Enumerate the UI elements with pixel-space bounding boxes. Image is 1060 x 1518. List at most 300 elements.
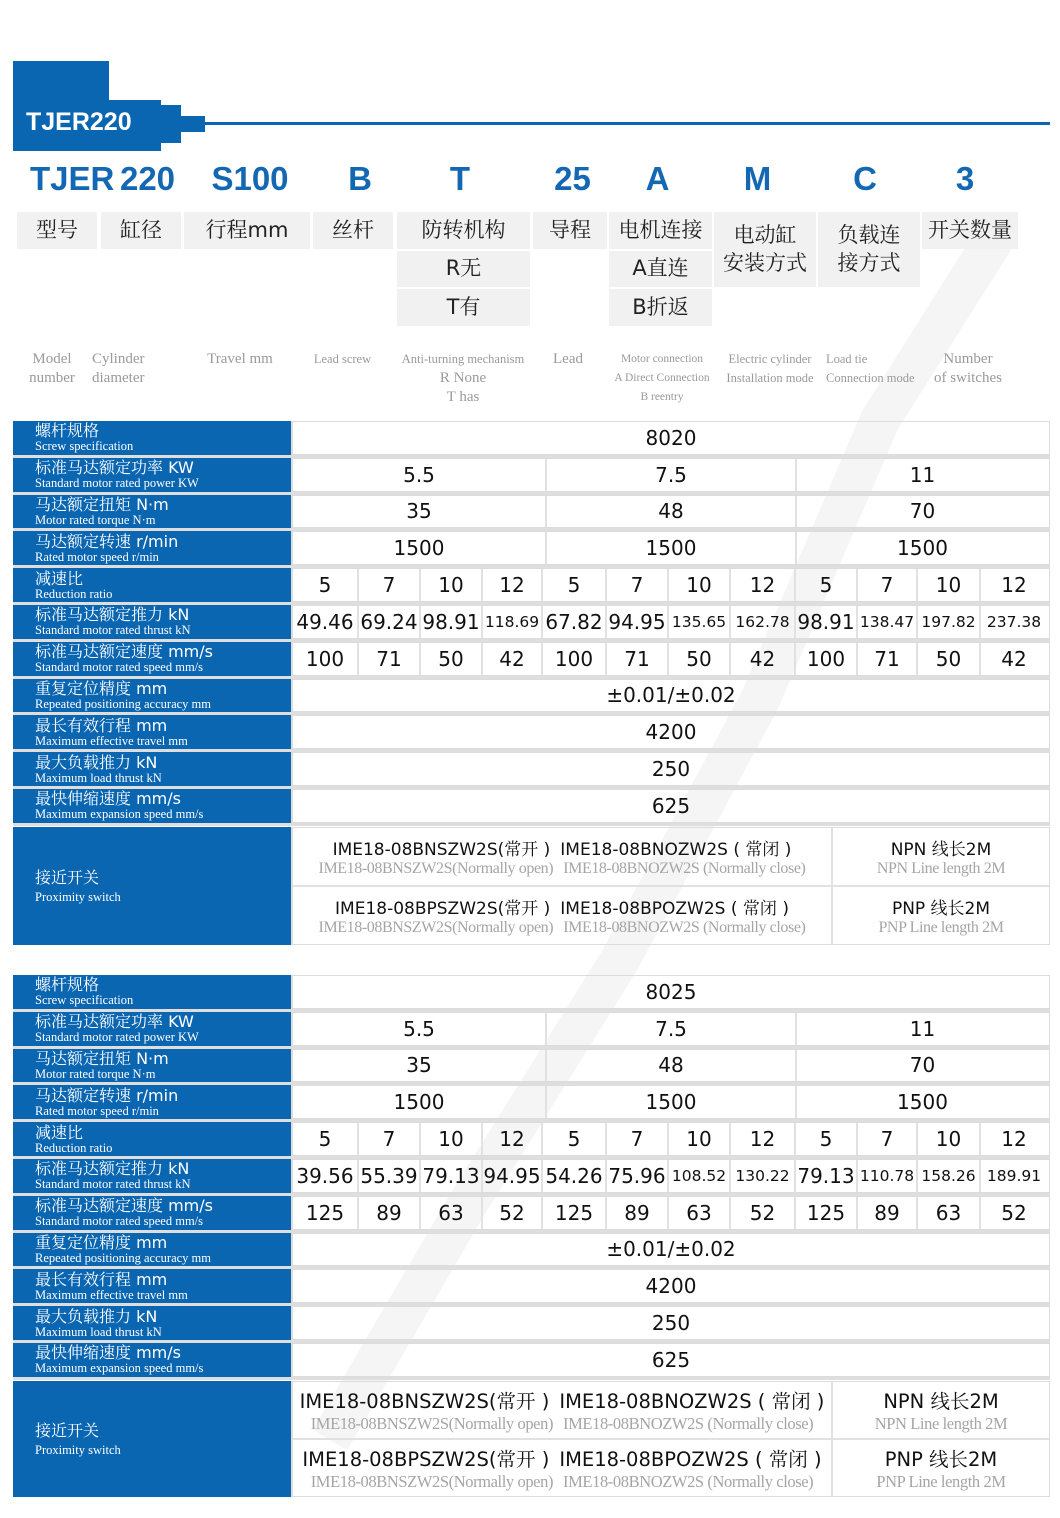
model-normally-closed-en: IME18-08BNOZW2S (Normally close) — [563, 918, 806, 936]
en-anti-turning-title: Anti-turning mechanism — [401, 352, 525, 366]
row-header-zh: 标准马达额定速度 mm/s — [35, 642, 213, 662]
model-normally-open: IME18-08BNSZW2S(常开 ) — [299, 1389, 550, 1413]
table-row-torque — [13, 1049, 1050, 1086]
row-header — [13, 531, 293, 565]
row-values — [293, 975, 1050, 1009]
table-row-thrust — [13, 1159, 1050, 1196]
row-header — [13, 458, 293, 492]
table-cell: 5 — [796, 1123, 858, 1155]
row-header-en: Repeated positioning accuracy mm — [35, 1250, 211, 1265]
row-header-zh: 减速比 — [35, 1122, 84, 1142]
table-row-proximity — [13, 1381, 1050, 1497]
row-values — [293, 531, 1050, 565]
row-header-en: Maximum load thrust kN — [35, 770, 162, 785]
model-normally-open: IME18-08BPSZW2S(常开 ) — [302, 1447, 550, 1471]
header-banner — [0, 0, 1060, 160]
wire-length: PNP 线长2M — [884, 1447, 998, 1471]
table-cell: 10 — [421, 569, 483, 601]
table-cell: 158.26 — [918, 1160, 981, 1192]
table-cell: 10 — [421, 1123, 483, 1155]
table-cell: 63 — [918, 1197, 981, 1229]
row-header-zh: 标准马达额定速度 mm/s — [35, 1196, 213, 1216]
proximity-model-zh — [300, 1386, 825, 1414]
table-cell: 125 — [543, 1197, 607, 1229]
label-model: 型号 — [17, 212, 97, 249]
table-cell: 1500 — [293, 532, 547, 564]
table-cell: 10 — [669, 1123, 731, 1155]
label-load-tie-line1: 负载连 — [837, 223, 901, 248]
row-header-en: Motor rated torque N·m — [35, 512, 156, 527]
table-cell: 70 — [909, 1053, 936, 1078]
row-header — [13, 1306, 293, 1340]
table-cell: 135.65 — [669, 606, 731, 638]
row-values — [293, 421, 1050, 455]
row-values — [293, 1343, 1050, 1377]
row-header-zh: 最快伸缩速度 mm/s — [35, 789, 181, 809]
model-normally-closed: IME18-08BPOZW2S ( 常闭 ) — [559, 1447, 822, 1471]
row-header — [13, 605, 293, 639]
row-header-en: Maximum load thrust kN — [35, 1324, 162, 1339]
table-row-rated_speed — [13, 1196, 1050, 1233]
table-cell: 138.47 — [858, 606, 918, 638]
table-cell: 625 — [651, 793, 691, 818]
table-cell: 35 — [293, 1050, 547, 1082]
row-values — [293, 1306, 1050, 1340]
label-install-mode — [714, 212, 816, 287]
row-header-zh: 马达额定转速 r/min — [35, 531, 179, 551]
row-header — [13, 1122, 293, 1156]
row-header-en: Screw specification — [35, 439, 134, 454]
table-cell: 1500 — [547, 1086, 797, 1118]
table-row-max_travel — [13, 1269, 1050, 1306]
model-normally-closed-en: IME18-08BNOZW2S (Normally close) — [563, 1413, 814, 1433]
table-cell: 98.91 — [796, 606, 858, 638]
row-header-zh: 最长有效行程 mm — [35, 1269, 168, 1289]
table-row-max_travel — [13, 715, 1050, 752]
row-values — [293, 1233, 1050, 1267]
proximity-model-en — [311, 1414, 814, 1434]
table-cell: 130.22 — [731, 1160, 796, 1192]
row-values — [293, 1049, 1050, 1083]
label-load-tie — [818, 212, 920, 287]
row-header-en: Standard motor rated power KW — [35, 1030, 199, 1045]
table-cell: 1500 — [897, 1090, 948, 1115]
en-install-mode — [718, 350, 822, 388]
row-values — [293, 1012, 1050, 1046]
row-values — [293, 715, 1050, 749]
table-cell: 42 — [1001, 646, 1027, 671]
table-cell: 98.91 — [421, 606, 483, 638]
row-header-en: Maximum effective travel mm — [35, 733, 188, 748]
model-normally-open: IME18-08BPSZW2S(常开 ) — [335, 898, 551, 919]
row-header — [13, 975, 293, 1009]
proximity-values — [293, 1381, 1050, 1497]
table-cell: 110.78 — [858, 1160, 918, 1192]
model-normally-closed: IME18-08BPOZW2S ( 常闭 ) — [560, 898, 789, 919]
table-cell: 48 — [547, 1050, 797, 1082]
proximity-model-en — [319, 860, 806, 878]
en-motor-connection-b: B reentry — [640, 391, 684, 403]
table-cell: 89 — [607, 1197, 669, 1229]
code-segment: 3 — [955, 160, 975, 197]
row-values — [293, 1196, 1050, 1230]
table-cell: 69.24 — [359, 606, 421, 638]
code-segment: S100 — [211, 160, 289, 197]
en-switches — [922, 350, 1014, 388]
table-row-power — [13, 458, 1050, 495]
table-cell: 70 — [909, 499, 936, 524]
table-row-thrust — [13, 605, 1050, 642]
row-header-en: Standard motor rated speed mm/s — [35, 660, 204, 675]
table-cell: 100 — [543, 643, 607, 675]
row-header-en: Rated motor speed r/min — [35, 1103, 159, 1118]
table-row-max_speed — [13, 1343, 1050, 1380]
proximity-values — [293, 827, 1050, 945]
table-cell: 12 — [483, 569, 543, 601]
label-lead-screw: 丝杆 — [313, 212, 393, 249]
row-header — [13, 789, 293, 823]
table-cell: 125 — [293, 1197, 359, 1229]
table-cell: 237.38 — [986, 612, 1042, 631]
row-header-zh: 最大负载推力 kN — [35, 1306, 158, 1326]
row-header — [13, 1159, 293, 1193]
table-cell: 7 — [607, 1123, 669, 1155]
table-cell: 7 — [359, 569, 421, 601]
table-cell: ±0.01/±0.02 — [606, 683, 736, 708]
table-cell: 5 — [796, 569, 858, 601]
table-cell: 5 — [543, 569, 607, 601]
row-values — [293, 458, 1050, 492]
table-cell: 7 — [858, 569, 918, 601]
en-lead: Lead — [553, 351, 583, 367]
en-anti-turning-t: T has — [446, 389, 480, 405]
table-cell: 89 — [858, 1197, 918, 1229]
proximity-wire — [833, 828, 1049, 885]
table-cell: 5 — [293, 1123, 359, 1155]
wire-length: PNP 线长2M — [891, 898, 991, 919]
banner-block — [181, 116, 205, 132]
row-header — [13, 1269, 293, 1303]
table-cell: 10 — [918, 569, 981, 601]
row-header-zh: 标准马达额定功率 KW — [35, 1012, 194, 1032]
row-header — [13, 1085, 293, 1119]
proximity-wire — [833, 1382, 1049, 1438]
label-motor-connection: 电机连接 — [609, 212, 712, 249]
code-segment: TJER — [30, 160, 115, 197]
table-cell: 49.46 — [293, 606, 359, 638]
code-segment: B — [348, 160, 372, 197]
proximity-wire — [833, 1440, 1049, 1496]
row-header-zh: 螺杆规格 — [35, 975, 100, 995]
label-anti-turning: 防转机构 — [397, 212, 530, 249]
table-cell: 35 — [293, 496, 547, 528]
table-cell: 118.69 — [483, 606, 543, 638]
table-row-max_speed — [13, 789, 1050, 826]
table-cell: 52 — [731, 1197, 796, 1229]
model-normally-closed: IME18-08BNOZW2S ( 常闭 ) — [559, 1389, 825, 1413]
proximity-wire — [833, 887, 1049, 944]
wire-length: NPN 线长2M — [883, 1389, 999, 1413]
model-normally-open-en: IME18-08BNSZW2S(Normally open) — [310, 1471, 554, 1491]
table-row-screw — [13, 421, 1050, 458]
proximity-line — [293, 887, 1049, 944]
row-header-en: Proximity switch — [35, 889, 121, 904]
table-cell: 11 — [909, 462, 936, 487]
proximity-line — [293, 1440, 1049, 1496]
label-anti-turning-t: T有 — [397, 289, 530, 326]
row-header-en: Motor rated torque N·m — [35, 1066, 156, 1081]
table-cell: 12 — [731, 1123, 796, 1155]
proximity-model-en — [319, 919, 806, 937]
row-header-en: Repeated positioning accuracy mm — [35, 696, 211, 711]
row-values — [293, 1122, 1050, 1156]
table-cell: 4200 — [645, 1274, 697, 1299]
table-cell: 7.5 — [547, 1013, 797, 1045]
code-segment: M — [743, 160, 772, 197]
table-cell: 10 — [669, 569, 731, 601]
table-cell: 5 — [293, 569, 359, 601]
table-cell: 8020 — [645, 425, 697, 450]
en-motor-connection — [608, 350, 716, 407]
table-row-max_thrust — [13, 752, 1050, 789]
label-travel: 行程mm — [184, 212, 310, 249]
table-cell: 42 — [483, 643, 543, 675]
table-cell: 162.78 — [731, 606, 796, 638]
en-anti-turning-r: R None — [439, 370, 487, 386]
code-segment: 220 — [119, 160, 176, 197]
row-header — [13, 827, 293, 945]
label-install-mode-line1: 电动缸 — [733, 223, 797, 248]
table-row-speed — [13, 531, 1050, 568]
label-anti-turning-r: R无 — [397, 251, 530, 287]
table-cell: 1500 — [293, 1086, 547, 1118]
table-cell: 250 — [651, 757, 691, 782]
proximity-model-zh — [335, 894, 789, 919]
table-cell: 50 — [421, 643, 483, 675]
table-cell: 67.82 — [543, 606, 607, 638]
model-normally-closed: IME18-08BNOZW2S ( 常闭 ) — [560, 839, 792, 860]
banner-block — [161, 105, 181, 143]
label-motor-connection-a: A直连 — [609, 251, 712, 287]
code-segment: 25 — [554, 160, 591, 197]
en-load-tie-line2: Connection mode — [826, 371, 915, 385]
en-install-mode-line2: Installation mode — [726, 371, 814, 385]
row-header — [13, 679, 293, 713]
table-cell: 100 — [796, 643, 858, 675]
en-switches-line1: Number — [943, 351, 993, 367]
wire-length-en: PNP Line length 2M — [876, 1471, 1006, 1491]
row-values — [293, 679, 1050, 713]
en-motor-connection-a: A Direct Connection — [614, 372, 710, 384]
table-cell: 39.56 — [293, 1160, 359, 1192]
table-row-proximity — [13, 827, 1050, 945]
row-header-en: Standard motor rated speed mm/s — [35, 1214, 204, 1229]
row-values — [293, 1159, 1050, 1193]
row-header — [13, 421, 293, 455]
code-segment: T — [449, 160, 471, 197]
row-values — [293, 752, 1050, 786]
table-cell: 7 — [858, 1123, 918, 1155]
row-header-en: Standard motor rated thrust kN — [35, 1177, 191, 1192]
table-cell: 125 — [796, 1197, 858, 1229]
table-cell: 12 — [483, 1123, 543, 1155]
table-row-rated_speed — [13, 642, 1050, 679]
row-values — [293, 1085, 1050, 1119]
proximity-models — [293, 887, 833, 944]
row-header-zh: 马达额定扭矩 N·m — [35, 494, 169, 514]
row-header-en: Maximum expansion speed mm/s — [35, 1361, 204, 1376]
wire-length-en: PNP Line length 2M — [878, 918, 1004, 936]
table-cell: 52 — [483, 1197, 543, 1229]
table-cell: 5 — [543, 1123, 607, 1155]
row-header-en: Maximum effective travel mm — [35, 1287, 188, 1302]
row-header — [13, 1343, 293, 1377]
row-header — [13, 715, 293, 749]
table-row-power — [13, 1012, 1050, 1049]
proximity-models — [293, 1382, 833, 1438]
table-cell: 8025 — [645, 979, 697, 1004]
table-cell: 108.52 — [669, 1160, 731, 1192]
table-cell: 71 — [359, 643, 421, 675]
row-header-zh: 最长有效行程 mm — [35, 715, 168, 735]
en-load-tie — [826, 350, 922, 388]
label-install-mode-line2: 安装方式 — [723, 250, 807, 275]
table-cell: 79.13 — [421, 1160, 483, 1192]
row-values — [293, 495, 1050, 529]
en-anti-turning — [388, 350, 538, 407]
table-cell: 71 — [858, 643, 918, 675]
table-cell: 12 — [1001, 1127, 1027, 1152]
row-header-en: Reduction ratio — [35, 586, 113, 601]
model-normally-open: IME18-08BNSZW2S(常开 ) — [332, 839, 551, 860]
row-values — [293, 605, 1050, 639]
table-cell: 63 — [421, 1197, 483, 1229]
label-load-tie-line2: 接方式 — [837, 250, 901, 275]
table-row-ratio — [13, 568, 1050, 605]
label-switches: 开关数量 — [922, 212, 1018, 249]
table-row-ratio — [13, 1122, 1050, 1159]
table-cell: 75.96 — [607, 1160, 669, 1192]
row-header — [13, 642, 293, 676]
label-motor-connection-b: B折返 — [609, 289, 712, 326]
row-header-en: Proximity switch — [35, 1442, 121, 1457]
row-header-en: Standard motor rated thrust kN — [35, 623, 191, 638]
row-header-en: Maximum expansion speed mm/s — [35, 807, 204, 822]
table-cell: 5.5 — [293, 459, 547, 491]
model-normally-closed-en: IME18-08BNOZW2S (Normally close) — [563, 859, 806, 877]
row-values — [293, 789, 1050, 823]
table-cell: 52 — [1001, 1200, 1027, 1225]
row-header — [13, 752, 293, 786]
table-cell: 50 — [918, 643, 981, 675]
row-header-en: Reduction ratio — [35, 1140, 113, 1155]
table-cell: 1500 — [897, 536, 948, 561]
model-normally-open-en: IME18-08BNSZW2S(Normally open) — [318, 859, 554, 877]
row-header-zh: 标准马达额定推力 kN — [35, 1159, 190, 1179]
banner-line — [205, 122, 1050, 125]
row-header-zh: 重复定位精度 mm — [35, 678, 168, 698]
table-cell: 55.39 — [359, 1160, 421, 1192]
table-cell: 63 — [669, 1197, 731, 1229]
row-header — [13, 1196, 293, 1230]
row-header-zh: 重复定位精度 mm — [35, 1232, 168, 1252]
table-cell: 197.82 — [918, 606, 981, 638]
table-row-speed — [13, 1085, 1050, 1122]
proximity-line — [293, 1382, 1049, 1440]
table-row-screw — [13, 975, 1050, 1012]
row-header — [13, 1381, 293, 1497]
banner-block — [13, 61, 109, 101]
wire-length: NPN 线长2M — [890, 839, 992, 860]
table-cell: 250 — [651, 1311, 691, 1336]
row-header-zh: 最大负载推力 kN — [35, 752, 158, 772]
model-normally-closed-en: IME18-08BNOZW2S (Normally close) — [563, 1471, 814, 1491]
row-header-en: Standard motor rated power KW — [35, 476, 199, 491]
row-header — [13, 1012, 293, 1046]
table-row-torque — [13, 495, 1050, 532]
row-header-en: Screw specification — [35, 993, 134, 1008]
en-cylinder: Cylinder diameter — [92, 351, 145, 386]
en-load-tie-line1: Load tie — [826, 352, 868, 366]
en-travel: Travel mm — [207, 351, 273, 367]
model-tag: TJER220 — [26, 108, 132, 136]
row-header-zh: 接近开关 — [35, 867, 100, 887]
row-values — [293, 642, 1050, 676]
table-cell: 54.26 — [543, 1160, 607, 1192]
table-row-max_thrust — [13, 1306, 1050, 1343]
label-lead: 导程 — [533, 212, 607, 249]
row-header-zh: 最快伸缩速度 mm/s — [35, 1343, 181, 1363]
table-cell: 42 — [731, 643, 796, 675]
table-cell: 94.95 — [607, 606, 669, 638]
table-cell: 10 — [918, 1123, 981, 1155]
table-cell: 79.13 — [796, 1160, 858, 1192]
row-header — [13, 495, 293, 529]
table-cell: 50 — [669, 643, 731, 675]
table-cell: 625 — [651, 1347, 691, 1372]
proximity-models — [293, 828, 833, 885]
table-cell: 94.95 — [483, 1160, 543, 1192]
table-cell: 7 — [359, 1123, 421, 1155]
table-row-accuracy — [13, 679, 1050, 716]
table-cell: 48 — [547, 496, 797, 528]
table-cell: 12 — [731, 569, 796, 601]
row-header-zh: 马达额定扭矩 N·m — [35, 1048, 169, 1068]
wire-length-en: NPN Line length 2M — [876, 859, 1006, 877]
table-cell: 71 — [607, 643, 669, 675]
table-cell: 7.5 — [547, 459, 797, 491]
code-segment: A — [645, 160, 670, 197]
row-header-zh: 接近开关 — [35, 1420, 100, 1440]
en-motor-connection-title: Motor connection — [620, 353, 704, 365]
row-header-zh: 减速比 — [35, 568, 84, 588]
row-header — [13, 1049, 293, 1083]
model-normally-open-en: IME18-08BNSZW2S(Normally open) — [310, 1413, 554, 1433]
table-cell: 189.91 — [986, 1166, 1042, 1185]
row-header-zh: 马达额定转速 r/min — [35, 1085, 179, 1105]
code-segment: C — [853, 160, 877, 197]
row-header — [13, 1233, 293, 1267]
row-values — [293, 1269, 1050, 1303]
proximity-model-en — [311, 1472, 814, 1492]
wire-length-en: NPN Line length 2M — [874, 1413, 1008, 1433]
en-model: Model number — [29, 351, 75, 386]
row-header-en: Rated motor speed r/min — [35, 549, 159, 564]
table-cell: ±0.01/±0.02 — [606, 1237, 736, 1262]
row-values — [293, 568, 1050, 602]
row-header-zh: 标准马达额定推力 kN — [35, 605, 190, 625]
proximity-model-zh — [302, 1444, 821, 1472]
